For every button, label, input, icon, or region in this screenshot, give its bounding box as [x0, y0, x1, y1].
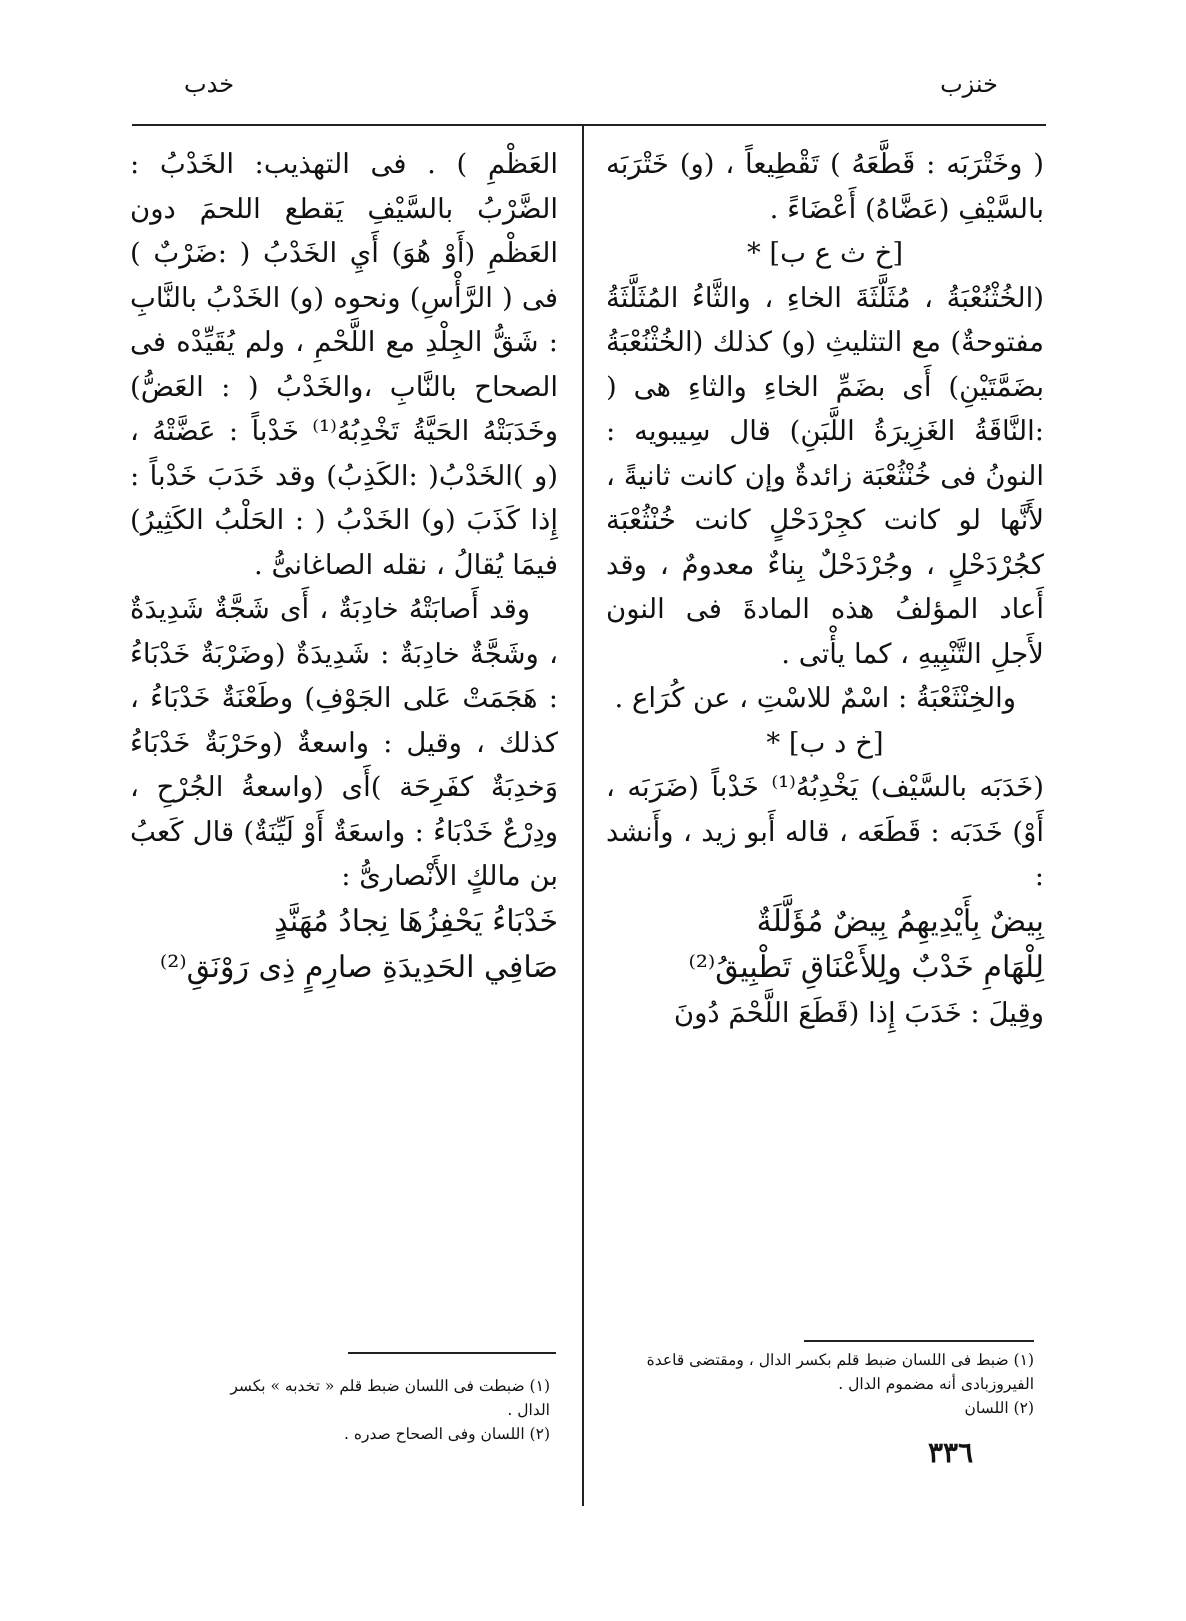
- verse-line: بِيضٌ بِأَيْدِيهِمُ بِيضٌ مُؤَلَّلَةٌ: [756, 903, 1044, 939]
- verse-line: صَافِي الحَدِيدَةِ صارِمٍ ذِى رَوْنَقِ⁽²⁾: [159, 949, 558, 985]
- footnote: (١) ضبط فى اللسان ضبط قلم بكسر الدال ، ومقتضى قاعدة الفيروزبادى أنه مضموم الدال .: [646, 1351, 1034, 1393]
- running-header-right: خنزب: [940, 70, 998, 98]
- paragraph: العَظْمِ ) . فى التهذيب: الخَدْبُ : الضَّرْبُ بالسَّيْفِ يَقطع اللحمَ دون العَظْمِ (أَوْ هُوَ) أَيِ الخَدْبُ ( :ضَرْبٌ ) فى ( الرَّأْسِ) ونحوه (و) الخَدْبُ بالنَّابِ : شَقُّ الجِلْدِ مع اللَّحْمِ ، ولم يُقَيِّدْه فى الصحاح بالنَّابِ ،والخَدْبُ ( : العَضُّ) وخَدَبَتْهُ الحَيَّةُ تَخْدِبُهُ⁽¹⁾ خَدْباً : عَضَّتْهُ ، (و )الخَدْبُ( :الكَذِبُ) وقد خَدَبَ خَدْباً : إِذا كَذَبَ (و) الخَدْبُ ( : الحَلْبُ الكَثِيرُ) فيمَا يُقالُ ، نقله الصاغانىُّ .: [130, 148, 558, 581]
- footnote-rule-left: [348, 1352, 556, 1354]
- header-rule: [132, 124, 1046, 126]
- footnotes-right: [606, 1348, 1034, 1420]
- paragraph: والخِنْثَعْبَةُ : اسْمٌ للاسْتِ ، عن كُرَاع .: [614, 682, 1016, 714]
- left-column: [130, 142, 558, 991]
- paragraph: وقِيلَ : خَدَبَ إِذا (قَطَعَ اللَّحْمَ دُونَ: [673, 996, 1044, 1029]
- running-header-left: خدب: [184, 70, 235, 98]
- footnote: (٢) اللسان وفى الصحاح صدره .: [343, 1425, 550, 1443]
- footnotes-left: [200, 1374, 550, 1446]
- paragraph: وقد أَصابَتْهُ خادِبَةٌ ، أَى شَجَّةٌ شَدِيدَةٌ ، وشَجَّةٌ خادِبَةٌ : شَدِيدَةٌ (وضَرْبَةٌ خَدْبَاءُ : هَجَمَتْ عَلى الجَوْفِ) وطَعْنَةٌ خَدْبَاءُ ، كذلك ، وقيل : واسعةٌ (وحَرْبَةٌ خَدْبَاءُ وَخدِبَةٌ كفَرِحَة )أَى (واسعةُ الجُرْحِ ، ودِرْعٌ خَدْبَاءُ : واسعَةٌ أَوْ لَيِّنَةٌ) قال كَعبُ بن مالكٍ الأَنْصارىُّ :: [130, 593, 558, 892]
- entry-heading-kh-th-a-b: [خ ث ع ب] *: [746, 237, 904, 269]
- right-column: [606, 142, 1044, 1035]
- footnote: (٢) اللسان: [964, 1399, 1034, 1417]
- verse-line: لِلْهَامِ خَدْبٌ ولِلأَعْنَاقِ تَطْبِيقُ⁽²⁾: [688, 949, 1044, 985]
- page-number: ٣٣٦: [928, 1436, 974, 1469]
- verse-line: خَدْبَاءُ يَحْفِزُهَا نِجادُ مُهَنَّدٍ: [274, 903, 558, 939]
- column-divider: [582, 126, 584, 1506]
- entry-heading-kh-d-b: [خ د ب] *: [766, 726, 884, 759]
- footnote-rule-right: [804, 1340, 1034, 1342]
- paragraph: (الخُثْنُعْبَةُ ، مُثَلَّثَةَ الخاءِ ، والثَّاءُ المُثَلَّثَةُ مفتوحةٌ) مع التثليثِ (و) كذلك (الخُثْنُعْبَةُ بضَمَّتَيْنِ) أَى بضَمِّ الخاءِ والثاءِ هى ( :النَّاقَةُ الغَزِيرَةُ اللَّبَنِ) قال سِيبويه : النونُ فى خُنْثُعْبَة زائدةٌ وإن كانت ثانيةً ، لأَنَّها لو كانت كجِرْدَحْلٍ كانت خُنْثُعْبَة كجُرْدَحْلٍ ، وجُرْدَحْلٌ بِناءٌ معدومٌ ، وقد أَعاد المؤلفُ هذه المادةَ فى النون لأَجلِ التَّنْبِيهِ ، كما يأْتى .: [606, 281, 1044, 670]
- paragraph: ( وخَتْرَبَه : قَطَّعَهُ ) تَقْطِيعاً ، (و) خَتْرَبَه بالسَّيْفِ (عَضَّاهُ) أَعْضَاءً .: [606, 148, 1044, 225]
- paragraph: (خَدَبَه بالسَّيْف) يَخْدِبُهُ⁽¹⁾ خَدْباً (ضَرَبَه ، أَوْ) خَدَبَه : قَطَعَه ، قاله أَبو زيد ، وأَنشد :: [606, 771, 1044, 892]
- footnote: (١) ضبطت فى اللسان ضبط قلم « تخدبه » بكسر الدال .: [230, 1377, 550, 1419]
